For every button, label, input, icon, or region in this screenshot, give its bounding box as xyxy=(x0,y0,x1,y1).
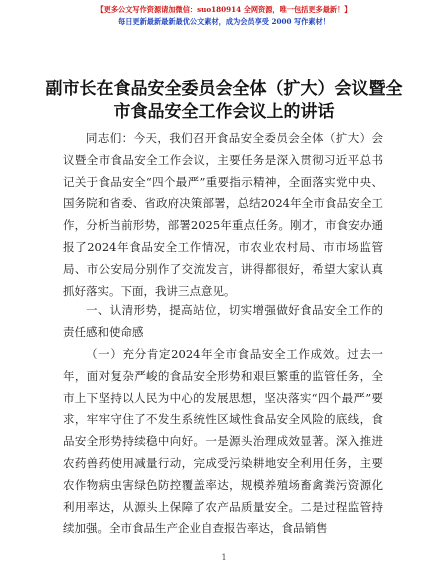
opening-paragraph: 同志们：今天，我们召开食品安全委员会全体（扩大）会议暨全市食品安全工作会议，主要任务是深入贯彻习近平总书记关于食品安全“四个最严”重要指示精神，全面落实党中央、国务院和省委、省政府决策部署，总结2024年全市食品安全工作，分析当前形势，部署2025年重点任务。刚才，市食安办通报了2024年食品安全工作情况，市农业农村局、市市场监管局、市公安局分别作了交流发言，讲得都很好，希望大家认真抓好落实。下面，我讲三点意见。 xyxy=(63,131,383,298)
page-number: 1 xyxy=(221,553,227,562)
promo-line-1: 【更多公文写作资源请加微信：suo180914 全网资源，唯一包括更多最新！】 xyxy=(96,5,352,14)
paragraph-achievements: （一）充分肯定2024年全市食品安全工作成效。过去一年，面对复杂严峻的食品安全形势和艰巨繁重的监管任务，全市上下坚持以人民为中心的发展思想，坚决落实“四个最严”要求，牢牢守住了不发生系统性区域性食品安全风险的底线，食品安全形势持续稳中向好。一是源头治理成效显著。深入推进农药兽药使用减量行动，完成受污染耕地安全利用任务，主要农作物病虫害绿色防控覆盖率达，规模养殖场畜禽粪污资源化利用率达，从源头上保障了农产品质量安全。二是过程监管持续加强。全市食品生产企业自查报告率达，食品销售 xyxy=(63,347,383,536)
section-heading-1: 一、认清形势，提高站位，切实增强做好食品安全工作的责任感和使命感 xyxy=(63,303,383,339)
promo-line-2: 每日更新最新最新最优公文素材，成为会员享受 2000 写作素材！ xyxy=(118,17,330,26)
document-title: 副市长在食品安全委员会全体（扩大）会议暨全市食品安全工作会议上的讲话 xyxy=(45,79,403,122)
promo-banner xyxy=(0,4,448,28)
